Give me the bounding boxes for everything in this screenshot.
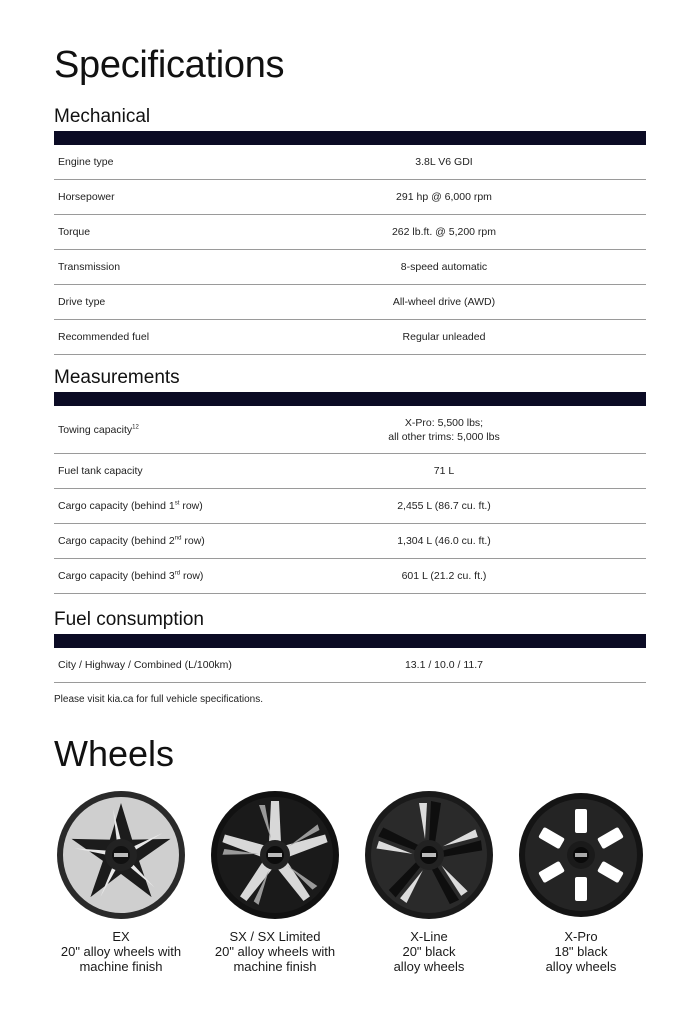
- row-label: Cargo capacity (behind 2nd row): [58, 535, 205, 547]
- table-row: [54, 320, 646, 355]
- table-row: [54, 489, 646, 524]
- wheel-ex: [46, 789, 196, 974]
- mechanical-table: [54, 145, 646, 355]
- row-value: Regular unleaded: [402, 331, 486, 343]
- section-title-measurements: Measurements: [54, 367, 180, 388]
- fuel-table: [54, 648, 646, 683]
- row-value: 1,304 L (46.0 cu. ft.): [397, 535, 491, 547]
- row-label: Transmission: [58, 261, 121, 273]
- row-label: City / Highway / Combined (L/100km): [58, 659, 232, 671]
- row-value: All-wheel drive (AWD): [392, 296, 496, 308]
- section-header-bar: [54, 634, 646, 648]
- row-label: Torque: [58, 226, 91, 238]
- table-row: [54, 180, 646, 215]
- table-row: [54, 215, 646, 250]
- row-value: 13.1 / 10.0 / 11.7: [404, 659, 484, 671]
- row-value: 291 hp @ 6,000 rpm: [396, 191, 492, 203]
- row-value: 262 lb.ft. @ 5,200 rpm: [391, 226, 497, 238]
- wheel-xline: [354, 789, 504, 974]
- wheel-ex-image: [55, 789, 187, 921]
- row-label: Cargo capacity (behind 3rd row): [58, 570, 204, 582]
- table-row: [54, 406, 646, 454]
- row-value: 2,455 L (86.7 cu. ft.): [397, 500, 491, 512]
- row-label: Horsepower: [58, 191, 115, 203]
- wheel-sx-image: [209, 789, 341, 921]
- wheel-caption: SX / SX Limited 20" alloy wheels with machine finish: [214, 929, 336, 974]
- wheel-sx: [200, 789, 350, 974]
- footnote: Please visit kia.ca for full vehicle specifications.: [54, 694, 263, 705]
- wheels-title: Wheels: [54, 733, 175, 774]
- wheel-caption: EX 20" alloy wheels with machine finish: [60, 929, 182, 974]
- section-title-mechanical: Mechanical: [54, 106, 151, 127]
- section-title-fuel: Fuel consumption: [54, 609, 204, 630]
- table-row: [54, 454, 646, 489]
- row-value: 8-speed automatic: [400, 261, 488, 273]
- section-header-bar: [54, 131, 646, 145]
- row-label: Engine type: [58, 156, 114, 168]
- table-row: [54, 524, 646, 559]
- row-value: 71 L: [433, 465, 455, 477]
- table-row: [54, 648, 646, 683]
- table-row: [54, 559, 646, 594]
- wheel-xpro: [506, 789, 656, 974]
- measurements-table: [54, 406, 646, 594]
- row-label: Drive type: [58, 296, 106, 308]
- table-row: [54, 145, 646, 180]
- table-row: [54, 250, 646, 285]
- section-header-bar: [54, 392, 646, 406]
- row-value: X-Pro: 5,500 lbs; all other trims: 5,000 lbs: [388, 416, 500, 443]
- table-row: [54, 285, 646, 320]
- row-value: 601 L (21.2 cu. ft.): [401, 570, 487, 582]
- row-label: Fuel tank capacity: [58, 465, 143, 477]
- wheel-caption: X-Pro 18" black alloy wheels: [545, 929, 617, 974]
- wheel-xline-image: [363, 789, 495, 921]
- wheel-xpro-image: [515, 789, 647, 921]
- wheel-caption: X-Line 20" black alloy wheels: [393, 929, 465, 974]
- row-value: 3.8L V6 GDI: [415, 156, 473, 168]
- page-title: Specifications: [54, 44, 285, 86]
- row-label: Cargo capacity (behind 1st row): [58, 500, 203, 512]
- row-label: Recommended fuel: [58, 331, 150, 343]
- row-label: Towing capacity$^{12}$: [58, 423, 139, 436]
